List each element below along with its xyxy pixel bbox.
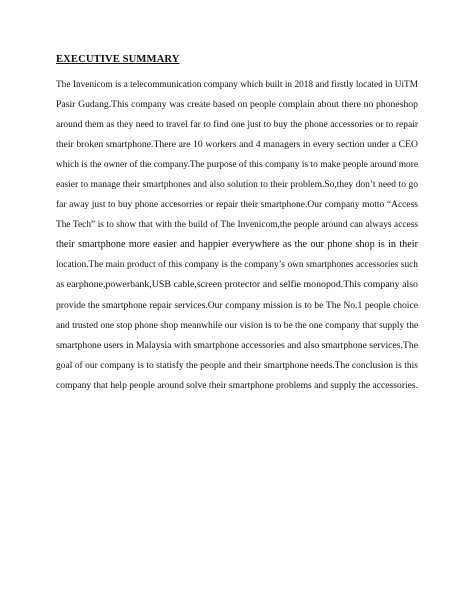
paragraph-line: smartphone users in Malaysia with smartphone accessories and also smartphone services.The xyxy=(56,339,418,351)
paragraph-line: far away just to buy phone accesorries or repair their smartphone.Our company motto “Access xyxy=(56,200,418,211)
paragraph-line: location.The main product of this company is the company’s own smartphones accessories such xyxy=(56,260,418,271)
paragraph-line: as earphone,powerbank,USB cable,screen protector and selfie monopod.This company also xyxy=(56,279,418,291)
paragraph-line: their smartphone more easier and happier everywhere as the our phone shop is in their xyxy=(56,239,418,251)
paragraph-line: and trusted one stop phone shop meanwhile our vision is to be the one company that supply the xyxy=(56,320,419,331)
section-heading: EXECUTIVE SUMMARY xyxy=(56,54,180,65)
paragraph-line: Pasir Gudang.This company was create based on people complain about there no phoneshop xyxy=(56,99,418,111)
paragraph-line: goal of our company is to statisfy the people and their smartphone needs.The conclusion is this xyxy=(56,360,418,371)
paragraph-line: The Invenicom is a telecommunication company which built in 2018 and firstly located in UiTM xyxy=(56,80,418,90)
paragraph-line: The Tech” is to show that with the build of The Invenicom,the people around can always access xyxy=(56,220,418,231)
paragraph-line: their broken smartphone.There are 10 workers and 4 managers in every section under a CEO xyxy=(56,139,418,151)
paragraph-line: easier to manage their smartphones and also solution to their problem.So,they don’t need to go xyxy=(56,180,418,191)
summary-paragraph xyxy=(56,75,418,396)
paragraph-line: around them as they need to travel far to find one just to buy the phone accessories or to repair xyxy=(56,120,418,131)
paragraph-line: provide the smartphone repair services.Our company mission is to be The No.1 people choice xyxy=(56,299,418,311)
paragraph-line: company that help people around solve their smartphone problems and supply the accessories. xyxy=(56,379,419,391)
paragraph-line: which is the owner of the company.The purpose of this company is to make people around more xyxy=(56,160,418,171)
